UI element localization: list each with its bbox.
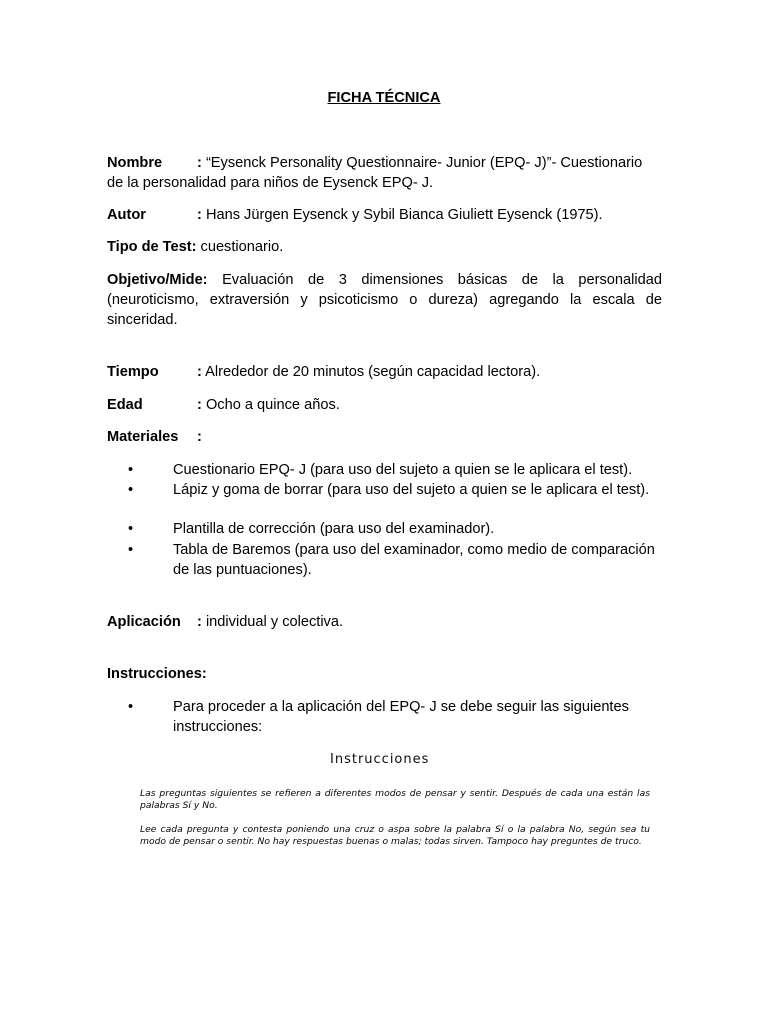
nombre-label: Nombre (107, 155, 163, 171)
nombre-colon: : (197, 155, 202, 171)
materiales-bullet-3: • (128, 521, 134, 537)
aplicacion-label: Aplicación (107, 614, 181, 630)
aplicacion-value: individual y colectiva. (205, 614, 344, 630)
tiempo-label: Tiempo (107, 364, 159, 380)
nombre-value-line1: “Eysenck Personality Questionnaire- Junior (EPQ- J)”- Cuestionario (205, 155, 643, 171)
materiales-bullet-2: • (128, 482, 134, 498)
scanned-paragraph-1: Las preguntas siguientes se refieren a diferentes modos de pensar y sentir. Después de cada una están las palabras Sí y No. (140, 788, 650, 811)
tipo-row (107, 237, 662, 257)
instrucciones-bullet: • (128, 699, 134, 715)
materiales-bullet-1: • (128, 462, 134, 478)
instrucciones-row (107, 664, 662, 684)
tiempo-row (107, 362, 662, 382)
materiales-row (107, 427, 662, 447)
materiales-colon: : (197, 429, 202, 445)
tipo-label: Tipo de Test: (107, 239, 197, 255)
materiales-item-1: Cuestionario EPQ- J (para uso del sujeto a quien se le aplicara el test). (173, 462, 633, 478)
document-title: FICHA TÉCNICA (327, 90, 441, 106)
edad-row (107, 395, 662, 415)
materiales-item-2: Lápiz y goma de borrar (para uso del sujeto a quien se le aplicara el test). (173, 482, 650, 498)
objetivo-row (107, 270, 662, 330)
materiales-bullet-4: • (128, 542, 134, 558)
scanned-paragraph-2: Lee cada pregunta y contesta poniendo una cruz o aspa sobre la palabra Sí o la palabra No, según sea tu modo de pensar o sentir. No hay respuestas buenas o malas; todas sirven. Tampoco hay preguntes de truco. (140, 824, 650, 847)
materiales-item-4: Tabla de Baremos (para uso del examinador, como medio de comparación de las puntuaciones). (173, 542, 655, 578)
aplicacion-colon: : (197, 614, 202, 630)
edad-label: Edad (107, 397, 143, 413)
objetivo-label: Objetivo/Mide: (107, 272, 208, 288)
instrucciones-item: Para proceder a la aplicación del EPQ- J se debe seguir las siguientes instrucciones: (173, 699, 629, 735)
objetivo-value: Evaluación de 3 dimensiones básicas de la personalidad (neuroticismo, extraversión y psicoticismo o dureza) agregando la escala de sinceridad. (107, 272, 662, 328)
tipo-value: cuestionario. (200, 239, 284, 255)
scanned-instructions-image (120, 742, 650, 882)
scanned-instructions-heading: Instrucciones (330, 752, 430, 767)
instrucciones-label: Instrucciones: (107, 666, 207, 682)
autor-row (107, 205, 662, 225)
tiempo-colon: : (197, 364, 202, 380)
materiales-label: Materiales (107, 429, 179, 445)
autor-colon: : (197, 207, 202, 223)
materiales-item-3: Plantilla de corrección (para uso del examinador). (173, 521, 495, 537)
nombre-value-line2: de la personalidad para niños de Eysenck EPQ- J. (107, 175, 434, 191)
aplicacion-row (107, 612, 662, 632)
edad-colon: : (197, 397, 202, 413)
autor-label: Autor (107, 207, 146, 223)
tiempo-value: Alrededor de 20 minutos (según capacidad lectora). (205, 364, 541, 380)
nombre-row (107, 153, 662, 193)
autor-value: Hans Jürgen Eysenck y Sybil Bianca Giuliett Eysenck (1975). (205, 207, 603, 223)
edad-value: Ocho a quince años. (205, 397, 340, 413)
